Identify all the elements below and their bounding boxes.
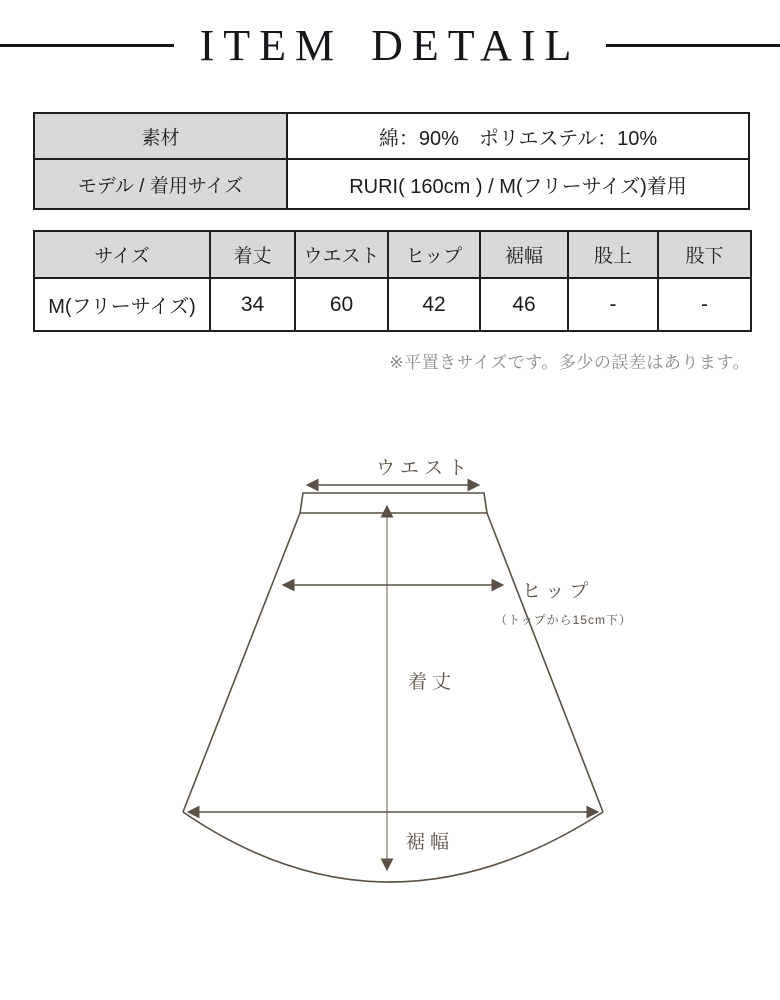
hem-label: 裾幅 <box>406 832 455 853</box>
size-value: M(フリーサイズ) <box>34 278 210 331</box>
skirt-hem-curve <box>183 812 603 882</box>
rise-value: - <box>568 278 658 331</box>
section-header <box>0 20 780 71</box>
length-label: 着丈 <box>408 672 457 693</box>
table-row <box>34 113 749 159</box>
page-title: ITEM DETAIL <box>199 21 581 70</box>
skirt-measurement-diagram <box>0 440 780 910</box>
size-spec-table <box>33 230 752 332</box>
skirt-side-left <box>183 513 300 812</box>
col-header-length: 着丈 <box>210 231 295 278</box>
col-header-waist: ウエスト <box>295 231 388 278</box>
col-header-hip: ヒップ <box>388 231 480 278</box>
length-value: 34 <box>210 278 295 331</box>
model-size-label: モデル / 着用サイズ <box>34 159 287 209</box>
skirt-side-right <box>487 513 603 812</box>
inseam-value: - <box>658 278 751 331</box>
material-value: 綿：90% ポリエステル：10% <box>287 113 749 159</box>
table-row <box>34 159 749 209</box>
hip-note-label: （トップから15cm下） <box>495 613 632 627</box>
material-model-table <box>33 112 750 210</box>
material-label: 素材 <box>34 113 287 159</box>
col-header-size: サイズ <box>34 231 210 278</box>
measurement-note: ※平置きサイズです。多少の誤差はあります。 <box>389 353 750 372</box>
hip-label: ヒップ <box>522 581 594 602</box>
size-table-data-row <box>34 278 751 331</box>
waist-value: 60 <box>295 278 388 331</box>
size-table-header-row <box>34 231 751 278</box>
hem-value: 46 <box>480 278 568 331</box>
col-header-hem: 裾幅 <box>480 231 568 278</box>
waist-label: ウエスト <box>375 458 473 479</box>
col-header-inseam: 股下 <box>658 231 751 278</box>
model-size-value: RURI( 160cm ) / M(フリーサイズ)着用 <box>287 159 749 209</box>
header-rule-left <box>0 44 174 47</box>
col-header-rise: 股上 <box>568 231 658 278</box>
waistband-outline <box>300 493 487 513</box>
hip-value: 42 <box>388 278 480 331</box>
header-rule-right <box>606 44 780 47</box>
